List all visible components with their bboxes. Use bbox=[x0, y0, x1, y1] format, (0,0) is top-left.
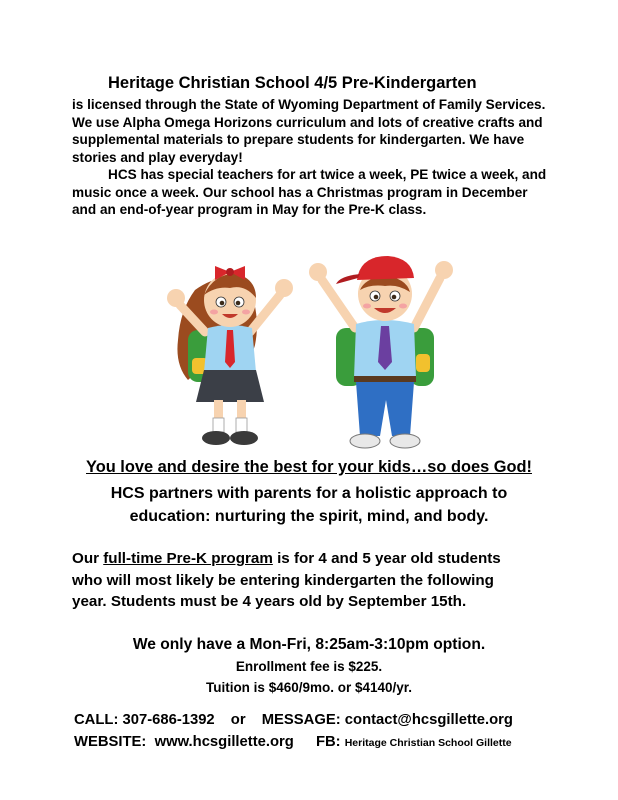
program-description bbox=[72, 548, 552, 613]
fb-label: FB: bbox=[315, 733, 341, 750]
schedule-section bbox=[0, 634, 618, 698]
program-suffix: is for 4 and 5 year old students bbox=[272, 550, 501, 567]
teachers-paragraph: HCS has special teachers for art twice a week, PE twice a week, and music once a week. Our school has a Christmas program in December and an end-of-year program in May for the Pre-K class. bbox=[72, 167, 547, 217]
facebook-page-name[interactable]: Heritage Christian School Gillette bbox=[344, 736, 512, 749]
partner-line: HCS partners with parents for a holistic approach to bbox=[110, 485, 508, 502]
program-line: who will most likely be entering kindergarten the following bbox=[72, 571, 494, 589]
tagline-heading: You love and desire the best for your kids…so does God! bbox=[86, 458, 532, 476]
contact-section bbox=[74, 710, 574, 754]
intro-paragraph: is licensed through the State of Wyoming Department of Family Services. We use Alpha Omega Horizons curriculum and lots of creative crafts and supplemental materials to prepare students for kindergarten. We have stories and play everyday! bbox=[72, 97, 546, 165]
message-label: MESSAGE: bbox=[261, 712, 341, 728]
intro-section bbox=[72, 96, 552, 219]
or-text: or bbox=[230, 712, 246, 728]
contact-line-2 bbox=[74, 732, 574, 755]
enrollment-fee: Enrollment fee is $225. bbox=[235, 659, 383, 674]
partner-line: education: nurturing the spirit, mind, and body. bbox=[129, 508, 489, 525]
schedule-option: We only have a Mon-Fri, 8:25am-3:10pm option. bbox=[132, 636, 486, 653]
phone-number[interactable]: 307-686-1392 bbox=[122, 712, 215, 728]
program-emphasis: full-time Pre-K program bbox=[103, 550, 273, 567]
program-line: year. Students must be 4 years old by September 15th. bbox=[72, 593, 467, 610]
contact-line-1 bbox=[74, 710, 574, 732]
call-label: CALL: bbox=[74, 712, 119, 728]
website-link[interactable]: www.hcsgillette.org bbox=[154, 733, 294, 750]
boy-figure bbox=[309, 256, 453, 448]
program-prefix: Our bbox=[72, 550, 104, 567]
flyer-title: Heritage Christian School 4/5 Pre-Kindergarten bbox=[108, 74, 477, 92]
email-link[interactable]: contact@hcsgillette.org bbox=[344, 712, 513, 728]
tuition-info: Tuition is $460/9mo. or $4140/yr. bbox=[205, 680, 413, 695]
girl-figure bbox=[167, 266, 293, 445]
program-line bbox=[72, 548, 552, 570]
partner-statement bbox=[0, 482, 618, 528]
website-label: WEBSITE: bbox=[74, 733, 147, 750]
two-cartoon-schoolchildren-icon bbox=[160, 250, 460, 455]
